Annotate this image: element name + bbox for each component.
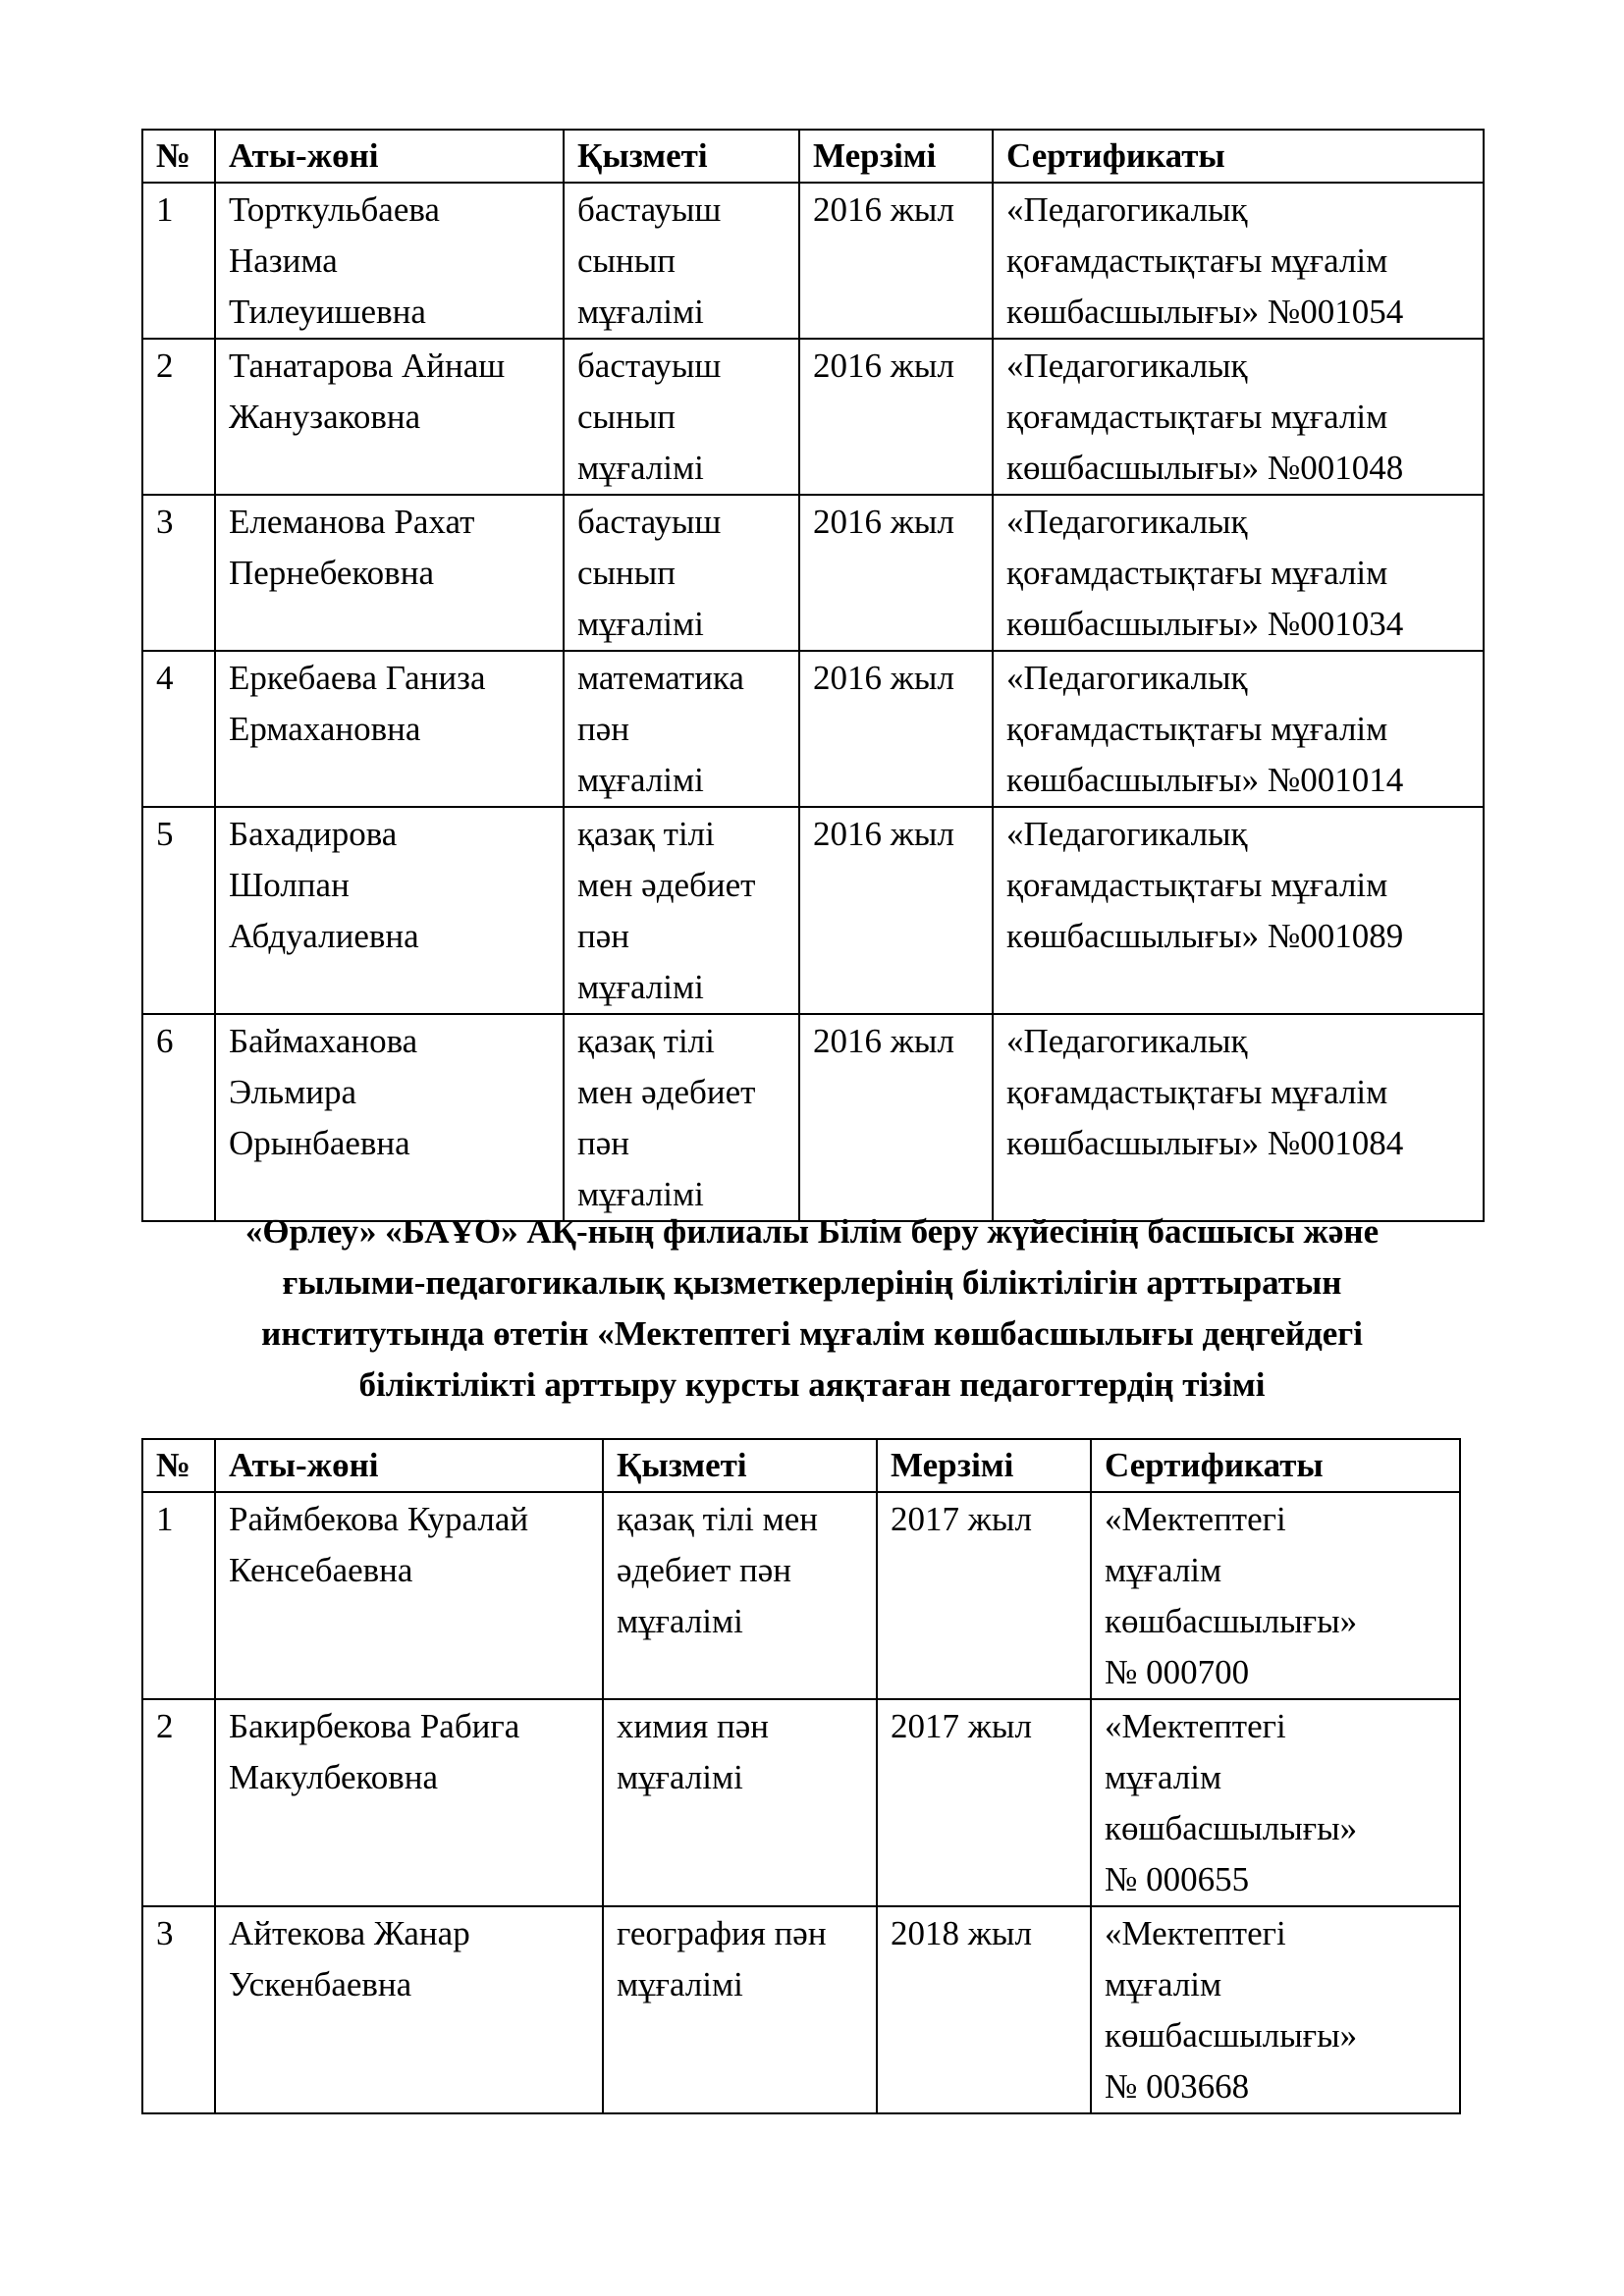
table-row	[142, 339, 1484, 495]
school-leadership-table	[141, 1438, 1461, 2114]
teacher-position: география пән мұғалімі	[603, 1906, 877, 2113]
heading-line: «Өрлеу» «БАҰО» АҚ-ның филиалы Білім беру жүйесінің басшысы және	[244, 1212, 1380, 1251]
teacher-name: Бахадирова Шолпан Абдуалиевна	[215, 807, 564, 1014]
table-row	[142, 807, 1484, 1014]
certificate-info: «Мектептегі мұғалім көшбасшылығы» № 003668	[1091, 1906, 1460, 2113]
heading-line: институтында өтетін «Мектептегі мұғалім көшбасшылығы деңгейдегі	[261, 1314, 1363, 1353]
course-term: 2017 жыл	[877, 1699, 1091, 1906]
row-number: 3	[142, 1906, 215, 2113]
course-term: 2016 жыл	[799, 807, 993, 1014]
header-name: Аты-жөні	[215, 130, 564, 183]
header-term: Мерзімі	[799, 130, 993, 183]
certificate-info: «Педагогикалық қоғамдастықтағы мұғалім көшбасшылығы» №001089	[993, 807, 1484, 1014]
teacher-name: Торткульбаева Назима Тилеуишевна	[215, 183, 564, 339]
teacher-position: бастауыш сынып мұғалімі	[564, 495, 799, 651]
teacher-name: Баймаханова Эльмира Орынбаевна	[215, 1014, 564, 1221]
table-row	[142, 1014, 1484, 1221]
teacher-name: Айтекова Жанар Ускенбаевна	[215, 1906, 603, 2113]
header-number: №	[142, 130, 215, 183]
course-term: 2018 жыл	[877, 1906, 1091, 2113]
table-row	[142, 1906, 1460, 2113]
header-number: №	[142, 1439, 215, 1492]
table-row	[142, 1492, 1460, 1699]
teacher-position: химия пән мұғалімі	[603, 1699, 877, 1906]
heading-line: ғылыми-педагогикалық қызметкерлерінің біліктілігін арттыратын	[282, 1263, 1342, 1302]
certificate-info: «Педагогикалық қоғамдастықтағы мұғалім көшбасшылығы» №001048	[993, 339, 1484, 495]
teacher-position: қазақ тілі мен әдебиет пән мұғалімі	[564, 807, 799, 1014]
row-number: 2	[142, 1699, 215, 1906]
teacher-leadership-table	[141, 129, 1485, 1222]
table-row	[142, 651, 1484, 807]
certificate-info: «Педагогикалық қоғамдастықтағы мұғалім көшбасшылығы» №001014	[993, 651, 1484, 807]
header-certificate: Сертификаты	[993, 130, 1484, 183]
teacher-position: қазақ тілі мен әдебиет пән мұғалімі	[564, 1014, 799, 1221]
teacher-position: бастауыш сынып мұғалімі	[564, 339, 799, 495]
course-term: 2016 жыл	[799, 495, 993, 651]
table-row	[142, 1699, 1460, 1906]
teacher-name: Елеманова Рахат Пернебековна	[215, 495, 564, 651]
header-term: Мерзімі	[877, 1439, 1091, 1492]
heading-line: біліктілікті арттыру курсты аяқтаған педагогтердің тізімі	[358, 1365, 1266, 1404]
teacher-name: Бакирбекова Рабига Макулбековна	[215, 1699, 603, 1906]
certificate-info: «Мектептегі мұғалім көшбасшылығы» № 000700	[1091, 1492, 1460, 1699]
row-number: 5	[142, 807, 215, 1014]
header-name: Аты-жөні	[215, 1439, 603, 1492]
teacher-position: бастауыш сынып мұғалімі	[564, 183, 799, 339]
row-number: 1	[142, 1492, 215, 1699]
section-heading	[141, 1206, 1483, 1411]
course-term: 2017 жыл	[877, 1492, 1091, 1699]
row-number: 3	[142, 495, 215, 651]
course-term: 2016 жыл	[799, 651, 993, 807]
certificate-info: «Педагогикалық қоғамдастықтағы мұғалім көшбасшылығы» №001034	[993, 495, 1484, 651]
certificate-info: «Мектептегі мұғалім көшбасшылығы» № 000655	[1091, 1699, 1460, 1906]
certificate-info: «Педагогикалық қоғамдастықтағы мұғалім көшбасшылығы» №001084	[993, 1014, 1484, 1221]
table-header-row	[142, 130, 1484, 183]
row-number: 6	[142, 1014, 215, 1221]
teacher-name: Еркебаева Ганиза Ермахановна	[215, 651, 564, 807]
course-term: 2016 жыл	[799, 183, 993, 339]
table-row	[142, 495, 1484, 651]
table-header-row	[142, 1439, 1460, 1492]
certificate-info: «Педагогикалық қоғамдастықтағы мұғалім көшбасшылығы» №001054	[993, 183, 1484, 339]
header-position: Қызметі	[603, 1439, 877, 1492]
header-certificate: Сертификаты	[1091, 1439, 1460, 1492]
teacher-position: математика пән мұғалімі	[564, 651, 799, 807]
row-number: 1	[142, 183, 215, 339]
row-number: 2	[142, 339, 215, 495]
row-number: 4	[142, 651, 215, 807]
header-position: Қызметі	[564, 130, 799, 183]
teacher-name: Раймбекова Куралай Кенсебаевна	[215, 1492, 603, 1699]
course-term: 2016 жыл	[799, 339, 993, 495]
teacher-position: қазақ тілі мен әдебиет пән мұғалімі	[603, 1492, 877, 1699]
table-row	[142, 183, 1484, 339]
course-term: 2016 жыл	[799, 1014, 993, 1221]
teacher-name: Танатарова Айнаш Жанузаковна	[215, 339, 564, 495]
